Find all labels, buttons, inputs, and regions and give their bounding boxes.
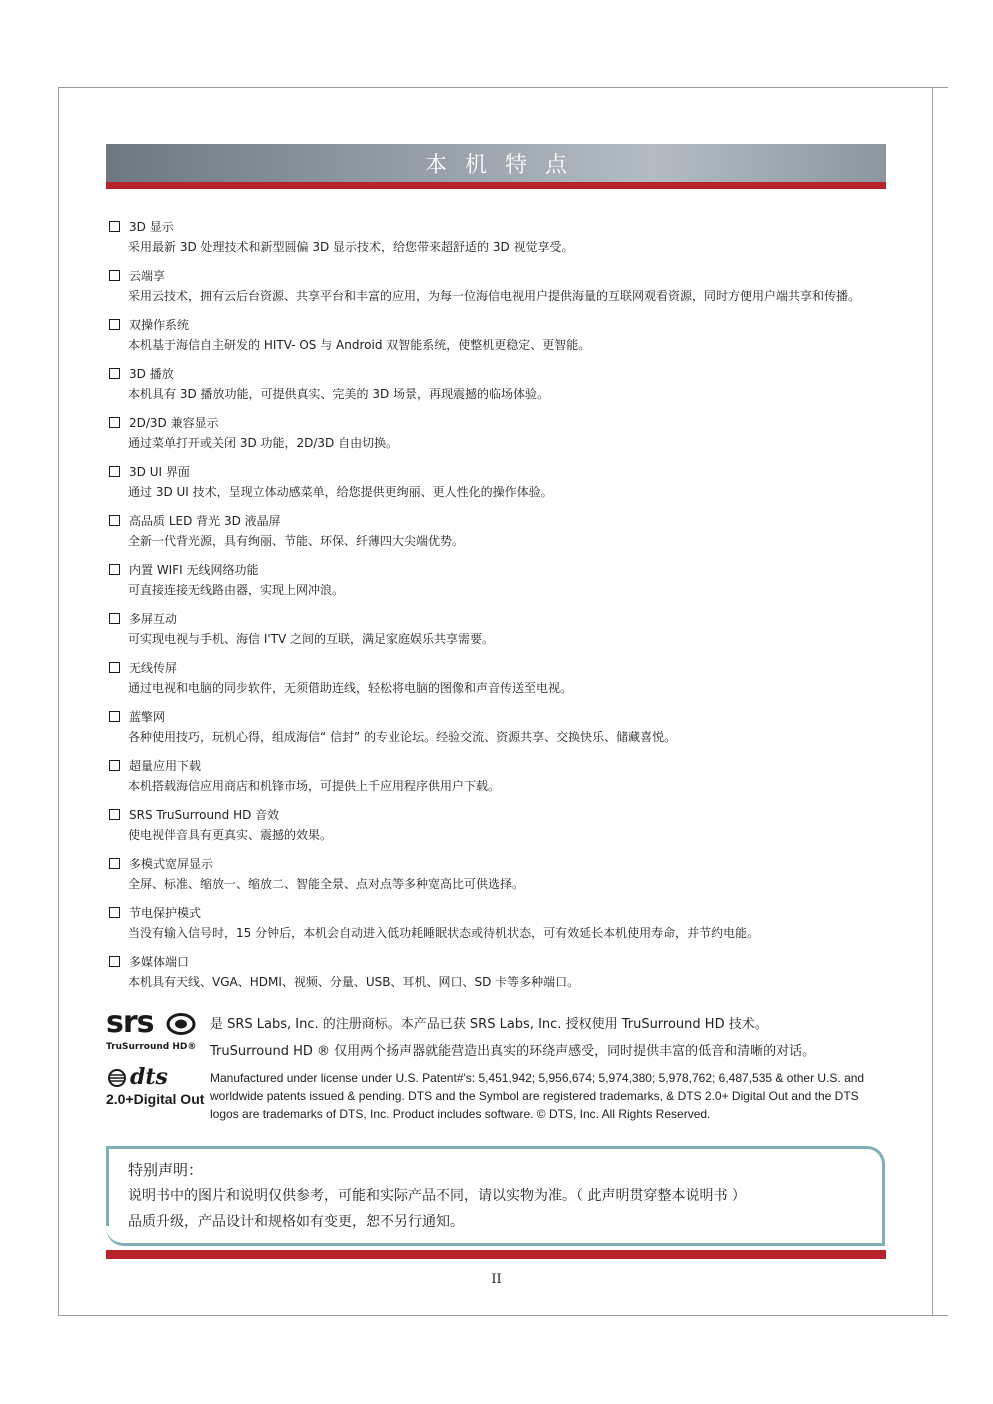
checkbox-icon [109, 858, 120, 869]
dts-logo-word: dts [130, 1064, 168, 1090]
feature-item [108, 608, 888, 647]
dts-logo-subtitle: 2.0+Digital Out [106, 1091, 205, 1107]
feature-title: 3D 播放 [129, 366, 174, 381]
feature-title: 多媒体端口 [129, 954, 190, 969]
feature-title: 内置 WIFI 无线网络功能 [129, 562, 259, 577]
feature-title: 云端享 [129, 268, 166, 283]
feature-desc: 通过电视和电脑的同步软件，无须借助连线，轻松将电脑的图像和声音传送至电视。 [128, 681, 573, 695]
feature-desc: 通过 3D UI 技术，呈现立体动感菜单，给您提供更绚丽、更人性化的操作体验。 [128, 485, 553, 499]
feature-title: 多模式宽屏显示 [129, 856, 214, 871]
feature-desc: 全新一代背光源，具有绚丽、节能、环保、纤薄四大尖端优势。 [128, 534, 465, 548]
notice-line-2: 品质升级，产品设计和规格如有变更，恕不另行通知。 [128, 1214, 464, 1230]
checkbox-icon [109, 564, 120, 575]
srs-logo [106, 1005, 198, 1055]
checkbox-icon [109, 907, 120, 918]
feature-desc: 本机具有天线、VGA、HDMI、视频、分量、USB、耳机、网口、SD 卡等多种端口。 [128, 975, 580, 989]
page-number: II [491, 1272, 502, 1287]
feature-item [108, 461, 888, 500]
feature-title: 多屏互动 [129, 611, 178, 626]
feature-desc: 采用最新 3D 处理技术和新型圆偏 3D 显示技术，给您带来超舒适的 3D 视觉享受。 [128, 240, 574, 254]
feature-desc: 当没有输入信号时，15 分钟后，本机会自动进入低功耗睡眠状态或待机状态，可有效延长本机使用寿命，并节约电能。 [128, 926, 760, 940]
feature-item [108, 657, 888, 696]
feature-desc: 采用云技术，拥有云后台资源、共享平台和丰富的应用，为每一位海信电视用户提供海量的互联网观看资源，同时方便用户端共享和传播。 [128, 289, 861, 303]
checkbox-icon [109, 417, 120, 428]
feature-title: 2D/3D 兼容显示 [129, 415, 219, 430]
checkbox-icon [109, 270, 120, 281]
page-frame-bottom [58, 1315, 948, 1316]
footer-red-band [106, 1250, 886, 1259]
feature-item [108, 559, 888, 598]
feature-item [108, 265, 888, 304]
title-bar [106, 144, 886, 182]
feature-list [108, 216, 888, 1000]
feature-item [108, 951, 888, 990]
checkbox-icon [109, 711, 120, 722]
feature-desc: 可实现电视与手机、海信 I'TV 之间的互联，满足家庭娱乐共享需要。 [128, 632, 495, 646]
feature-title: 双操作系统 [129, 317, 190, 332]
title-red-band [106, 182, 886, 189]
page-frame-left [58, 87, 59, 1315]
feature-desc: 可直接连接无线路由器，实现上网冲浪。 [128, 583, 345, 597]
feature-item [108, 804, 888, 843]
feature-title: 无线传屏 [129, 660, 178, 675]
feature-title: 节电保护模式 [129, 905, 202, 920]
checkbox-icon [109, 809, 120, 820]
feature-item [108, 363, 888, 402]
feature-desc: 本机基于海信自主研发的 HITV- OS 与 Android 双智能系统，使整机更稳定、更智能。 [128, 338, 591, 352]
checkbox-icon [109, 221, 120, 232]
checkbox-icon [109, 515, 120, 526]
feature-item [108, 755, 888, 794]
checkbox-icon [109, 319, 120, 330]
feature-desc: 通过菜单打开或关闭 3D 功能，2D/3D 自由切换。 [128, 436, 399, 450]
feature-title: 超量应用下载 [129, 758, 202, 773]
feature-desc: 全屏、标准、缩放一、缩放二、智能全景、点对点等多种宽高比可供选择。 [128, 877, 525, 891]
feature-title: 3D 显示 [129, 219, 174, 234]
feature-desc: 使电视伴音具有更真实、震撼的效果。 [128, 828, 333, 842]
srs-line-1: 是 SRS Labs, Inc. 的注册商标。本产品已获 SRS Labs, Inc. 授权使用 TruSurround HD 技术。 [210, 1017, 768, 1032]
page-frame-top [58, 87, 948, 88]
checkbox-icon [109, 613, 120, 624]
feature-item [108, 216, 888, 255]
feature-desc: 本机搭载海信应用商店和机锋市场，可提供上千应用程序供用户下载。 [128, 779, 501, 793]
srs-statement [210, 1011, 890, 1065]
feature-item [108, 510, 888, 549]
dts-statement: Manufactured under license under U.S. Patent#'s: 5,451,942; 5,956,674; 5,974,380; 5,978,762; 6,487,535 & other U.S. and worldwide patents issued & pending. DTS and the Symbol are registered trademarks, & DTS 2.0+ Digital Out and the DTS logos are trademarks of DTS, Inc. Product includes software. © DTS, Inc. All Rights Reserved. [210, 1071, 865, 1121]
srs-logo-word: srs [106, 1005, 154, 1040]
feature-title: 高品质 LED 背光 3D 液晶屏 [129, 513, 281, 528]
notice-title: 特别声明： [128, 1161, 204, 1179]
checkbox-icon [109, 956, 120, 967]
notice-line-1: 说明书中的图片和说明仅供参考，可能和实际产品不同，请以实物为准。（ 此声明贯穿整本说明书 ） [128, 1188, 746, 1204]
feature-desc: 各种使用技巧，玩机心得，组成海信“ 信封” 的专业论坛。经验交流、资源共享、交换快乐、储藏喜悦。 [128, 730, 677, 744]
feature-title: 蓝擎网 [129, 709, 166, 724]
srs-circle-icon [166, 1013, 196, 1035]
checkbox-icon [109, 368, 120, 379]
dts-logo [106, 1064, 206, 1111]
page-frame-right [932, 87, 933, 1315]
checkbox-icon [109, 466, 120, 477]
feature-desc: 本机具有 3D 播放功能，可提供真实、完美的 3D 场景，再现震撼的临场体验。 [128, 387, 550, 401]
feature-item [108, 902, 888, 941]
feature-item [108, 853, 888, 892]
feature-title: SRS TruSurround HD 音效 [129, 807, 280, 822]
feature-item [108, 706, 888, 745]
checkbox-icon [109, 662, 120, 673]
notice-box-left-border [106, 1146, 109, 1226]
feature-title: 3D UI 界面 [129, 464, 190, 479]
page-title: 本机特点 [424, 152, 585, 178]
srs-logo-subtitle: TruSurround HD® [106, 1042, 197, 1052]
srs-line-2: TruSurround HD ® 仅用两个扬声器就能营造出真实的环绕声感受，同时提供丰富的低音和清晰的对话。 [210, 1044, 816, 1059]
feature-item [108, 412, 888, 451]
checkbox-icon [109, 760, 120, 771]
notice-content [128, 1158, 868, 1235]
feature-item [108, 314, 888, 353]
dts-symbol-icon [106, 1069, 128, 1087]
